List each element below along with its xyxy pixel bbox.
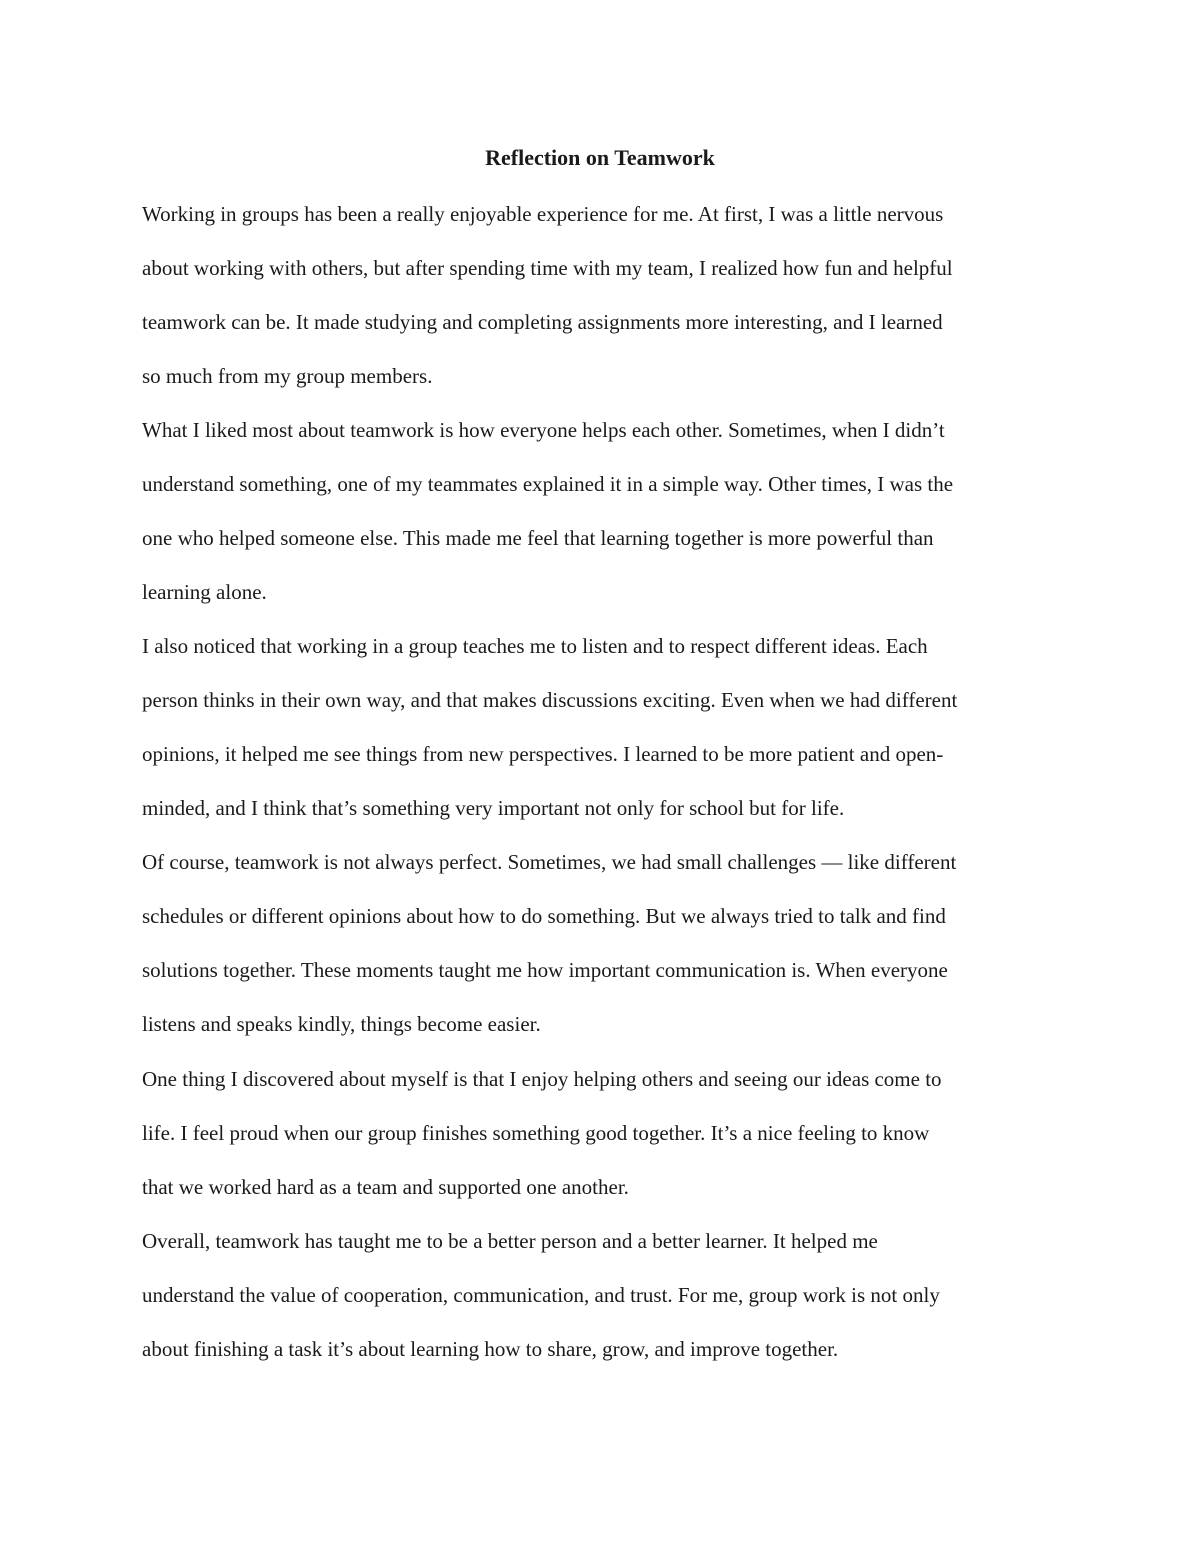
body-line: understand the value of cooperation, communication, and trust. For me, group work is not only	[142, 1283, 940, 1307]
body-line: minded, and I think that’s something very important not only for school but for life.	[142, 796, 845, 820]
body-line: teamwork can be. It made studying and completing assignments more interesting, and I learned	[142, 310, 943, 334]
body-line: What I liked most about teamwork is how everyone helps each other. Sometimes, when I didn’t	[142, 418, 945, 442]
body-line: opinions, it helped me see things from new perspectives. I learned to be more patient and open-	[142, 742, 944, 766]
body-line: that we worked hard as a team and supported one another.	[142, 1175, 629, 1199]
body-line: life. I feel proud when our group finishes something good together. It’s a nice feeling to know	[142, 1121, 930, 1145]
body-line: understand something, one of my teammates explained it in a simple way. Other times, I was the	[142, 472, 954, 496]
body-line: about finishing a task it’s about learning how to share, grow, and improve together.	[142, 1337, 839, 1361]
body-line: I also noticed that working in a group teaches me to listen and to respect different ideas. Each	[142, 634, 928, 658]
body-line: One thing I discovered about myself is that I enjoy helping others and seeing our ideas come to	[142, 1067, 942, 1091]
body-line: listens and speaks kindly, things become easier.	[142, 1012, 541, 1036]
body-line: so much from my group members.	[142, 364, 433, 388]
body-line: Working in groups has been a really enjoyable experience for me. At first, I was a little nervous	[142, 202, 944, 226]
document-title: Reflection on Teamwork	[485, 145, 715, 170]
body-line: about working with others, but after spending time with my team, I realized how fun and helpful	[142, 256, 953, 280]
body-line: person thinks in their own way, and that makes discussions exciting. Even when we had different	[142, 688, 958, 712]
body-line: schedules or different opinions about how to do something. But we always tried to talk and find	[142, 904, 946, 928]
body-line: Of course, teamwork is not always perfect. Sometimes, we had small challenges — like different	[142, 850, 957, 874]
body-line: solutions together. These moments taught me how important communication is. When everyone	[142, 958, 948, 982]
body-line: one who helped someone else. This made me feel that learning together is more powerful than	[142, 526, 934, 550]
body-line: learning alone.	[142, 580, 267, 604]
body-line: Overall, teamwork has taught me to be a better person and a better learner. It helped me	[142, 1229, 878, 1253]
